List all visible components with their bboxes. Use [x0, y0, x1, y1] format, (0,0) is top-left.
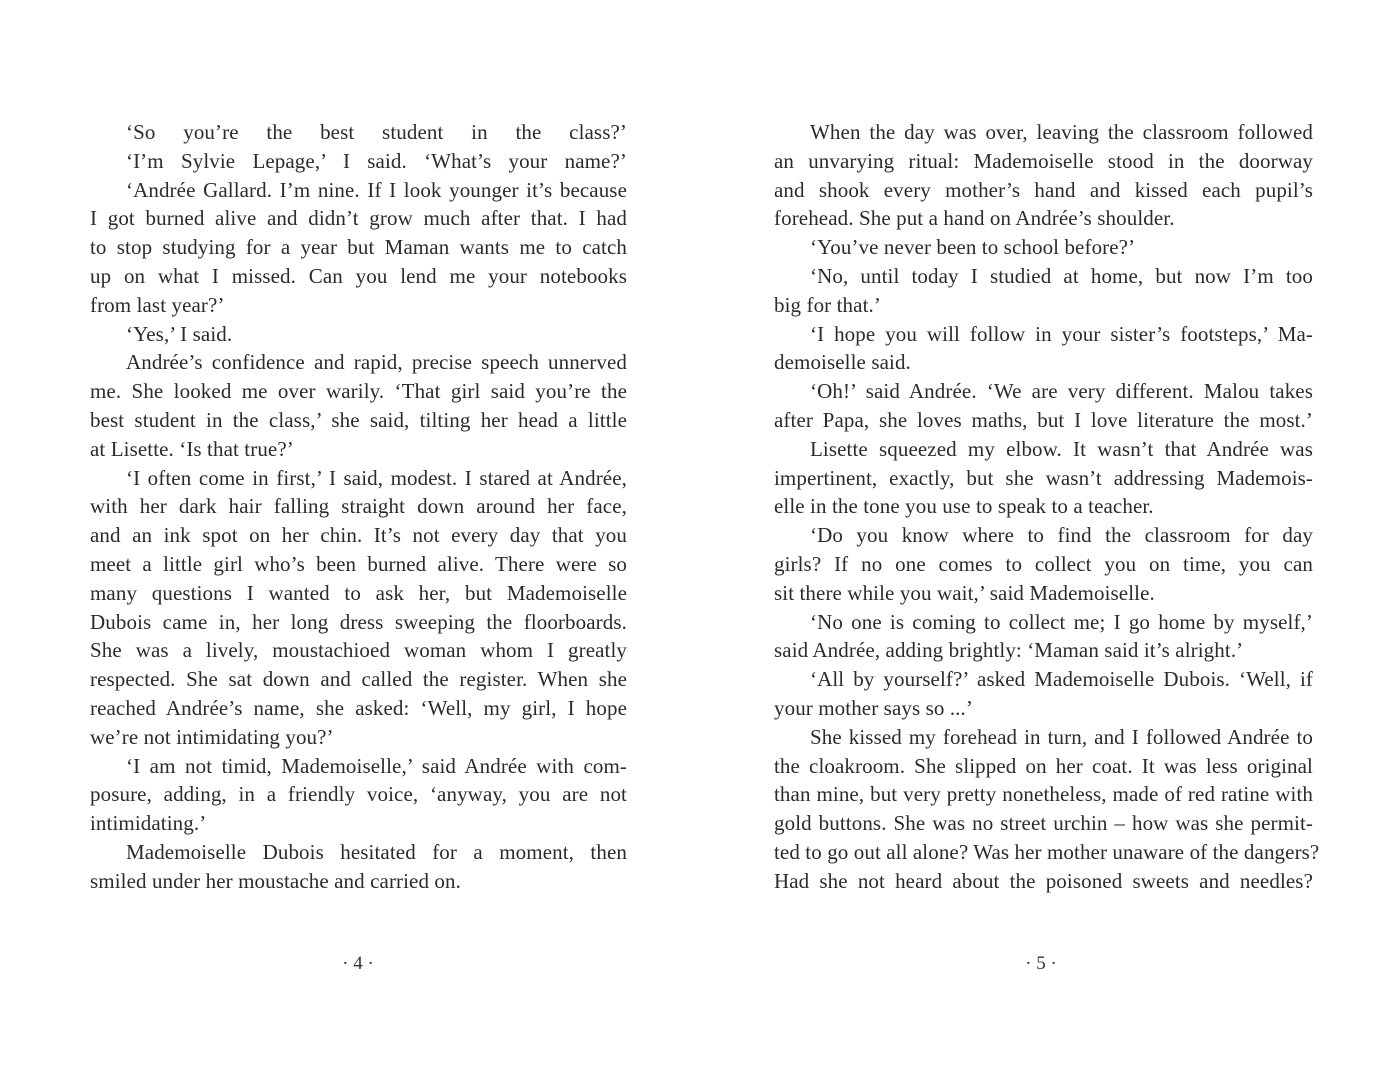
- text-line: forehead. She put a hand on Andrée’s shoulder.: [774, 206, 1175, 231]
- text-line: from last year?’: [90, 292, 225, 317]
- text-line: with her dark hair falling straight down around her face,: [90, 494, 627, 519]
- text-line: ‘I’m Sylvie Lepage,’ I said. ‘What’s your name?’: [126, 148, 627, 173]
- text-line: reached Andrée’s name, she asked: ‘Well, my girl, I hope: [90, 695, 627, 720]
- text-line: at Lisette. ‘Is that true?’: [90, 436, 294, 461]
- right-page-text: [774, 118, 1320, 896]
- text-line: ted to go out all alone? Was her mother unaware of the dangers?: [774, 839, 1320, 864]
- text-line: ‘You’ve never been to school before?’: [810, 235, 1136, 260]
- text-line: to stop studying for a year but Maman wants me to catch: [90, 235, 627, 260]
- text-line: She kissed my forehead in turn, and I followed Andrée to: [810, 724, 1313, 749]
- text-line: than mine, but very pretty nonetheless, made of red ratine with: [774, 782, 1313, 807]
- text-line: your mother says so ...’: [774, 695, 973, 720]
- text-line: ‘So you’re the best student in the class?’: [126, 120, 627, 144]
- text-line: ‘No, until today I studied at home, but now I’m too: [810, 263, 1313, 288]
- text-line: demoiselle said.: [774, 350, 911, 375]
- text-line: girls? If no one comes to collect you on time, you can: [774, 551, 1313, 576]
- text-line: posure, adding, in a friendly voice, ‘anyway, you are not: [90, 782, 627, 807]
- text-line: we’re not intimidating you?’: [90, 724, 334, 749]
- page-number: · 5 ·: [1025, 953, 1057, 974]
- text-line: ‘I hope you will follow in your sister’s footsteps,’ Ma-: [810, 321, 1313, 346]
- text-line: intimidating.’: [90, 811, 207, 836]
- left-page-text: [90, 118, 627, 896]
- text-line: many questions I wanted to ask her, but Mademoiselle: [90, 580, 627, 605]
- text-line: big for that.’: [774, 292, 881, 317]
- text-line: ‘Do you know where to find the classroom for day: [810, 523, 1313, 548]
- text-line: ‘Yes,’ I said.: [126, 321, 233, 346]
- text-line: ‘Andrée Gallard. I’m nine. If I look younger it’s because: [126, 177, 627, 202]
- text-line: respected. She sat down and called the register. When she: [90, 667, 627, 692]
- text-line: ‘Oh!’ said Andrée. ‘We are very different. Malou takes: [810, 379, 1313, 404]
- text-line: ‘No one is coming to collect me; I go home by myself,’: [810, 609, 1313, 634]
- text-line: Andrée’s confidence and rapid, precise speech unnerved: [126, 350, 627, 375]
- text-line: Had she not heard about the poisoned sweets and needles?: [774, 868, 1313, 893]
- text-line: ‘I am not timid, Mademoiselle,’ said Andrée with com-: [126, 753, 627, 778]
- text-line: after Papa, she loves maths, but I love literature the most.’: [774, 407, 1313, 432]
- text-line: up on what I missed. Can you lend me your notebooks: [90, 263, 627, 288]
- text-line: and shook every mother’s hand and kissed each pupil’s: [774, 177, 1313, 202]
- text-line: elle in the tone you use to speak to a teacher.: [774, 494, 1154, 519]
- text-line: ‘I often come in first,’ I said, modest. I stared at Andrée,: [126, 465, 627, 490]
- text-line: She was a lively, moustachioed woman whom I greatly: [90, 638, 627, 663]
- text-line: impertinent, exactly, but she wasn’t addressing Mademois-: [774, 465, 1313, 490]
- text-line: gold buttons. She was no street urchin – how was she permit-: [774, 811, 1313, 836]
- text-line: When the day was over, leaving the classroom followed: [810, 120, 1313, 144]
- text-line: me. She looked me over warily. ‘That girl said you’re the: [90, 379, 627, 404]
- text-line: smiled under her moustache and carried on.: [90, 868, 461, 893]
- text-line: meet a little girl who’s been burned alive. There were so: [90, 551, 627, 576]
- text-line: an unvarying ritual: Mademoiselle stood in the doorway: [774, 148, 1313, 173]
- text-line: and an ink spot on her chin. It’s not every day that you: [90, 523, 627, 548]
- text-line: Dubois came in, her long dress sweeping the floorboards.: [90, 609, 627, 634]
- right-page: [693, 0, 1386, 1080]
- text-line: Mademoiselle Dubois hesitated for a moment, then: [126, 839, 627, 864]
- text-line: best student in the class,’ she said, tilting her head a little: [90, 407, 627, 432]
- text-line: Lisette squeezed my elbow. It wasn’t that Andrée was: [810, 436, 1313, 461]
- text-line: I got burned alive and didn’t grow much after that. I had: [90, 206, 627, 231]
- text-line: ‘All by yourself?’ asked Mademoiselle Dubois. ‘Well, if: [810, 667, 1313, 692]
- text-line: the cloakroom. She slipped on her coat. It was less original: [774, 753, 1313, 778]
- page-number: · 4 ·: [342, 953, 374, 974]
- text-line: said Andrée, adding brightly: ‘Maman said it’s alright.’: [774, 638, 1244, 663]
- text-line: sit there while you wait,’ said Mademoiselle.: [774, 580, 1155, 605]
